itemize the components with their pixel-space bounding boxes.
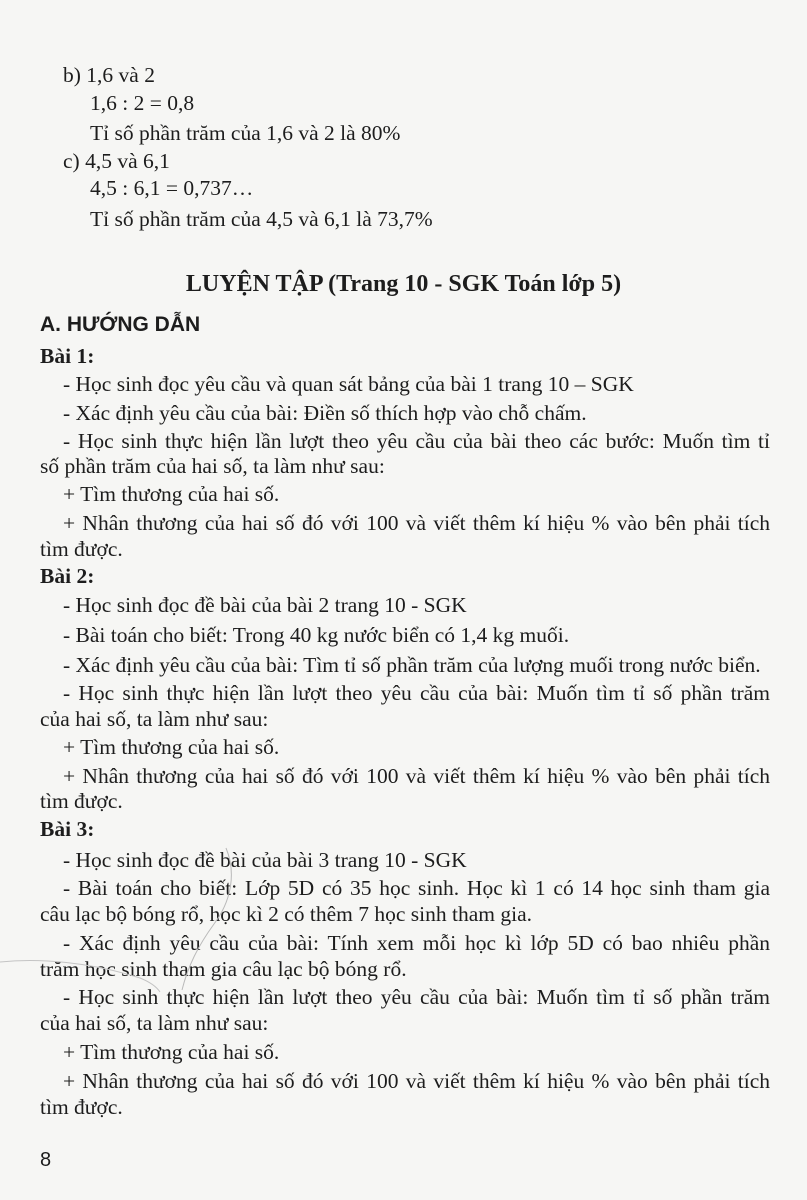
exercise-2-line: + Nhân thương của hai số đó với 100 và viết thêm kí hiệu % vào bên phải tích [63,764,770,788]
exercise-1-line: + Tìm thương của hai số. [63,482,280,506]
exercise-3-line: câu lạc bộ bóng rổ, học kì 2 có thêm 7 học sinh tham gia. [40,902,532,926]
exercise-3-line: tìm được. [40,1095,123,1119]
exercise-2-line: - Xác định yêu cầu của bài: Tìm tỉ số phần trăm của lượng muối trong nước biển. [63,653,761,677]
exercise-1-title: Bài 1: [40,344,95,368]
exercise-2-line: tìm được. [40,789,123,813]
exercise-3-line: - Xác định yêu cầu của bài: Tính xem mỗi học kì lớp 5D có bao nhiêu phần [63,931,770,955]
lesson-heading: LUYỆN TẬP (Trang 10 - SGK Toán lớp 5) [185,271,622,297]
exercise-2-line: + Tìm thương của hai số. [63,735,280,759]
exercise-3-title: Bài 3: [40,817,95,841]
exercise-2-title: Bài 2: [40,564,95,588]
section-title: A. HƯỚNG DẪN [40,313,201,336]
exercise-1-line: + Nhân thương của hai số đó với 100 và viết thêm kí hiệu % vào bên phải tích [63,511,770,535]
exercise-3-line: trăm học sinh tham gia câu lạc bộ bóng rổ. [40,957,407,981]
page-number: 8 [40,1149,52,1171]
exercise-2-line: của hai số, ta làm như sau: [40,707,269,731]
exercise-3-line: + Tìm thương của hai số. [63,1040,280,1064]
exercise-1-line: - Xác định yêu cầu của bài: Điền số thích hợp vào chỗ chấm. [63,401,587,425]
example-c-result: Tỉ số phần trăm của 4,5 và 6,1 là 73,7% [90,207,433,231]
exercise-2-line: - Học sinh đọc đề bài của bài 2 trang 10 - SGK [63,593,467,617]
exercise-3-line: - Học sinh thực hiện lần lượt theo yêu cầu của bài: Muốn tìm tỉ số phần trăm [63,985,770,1009]
exercise-1-line: - Học sinh thực hiện lần lượt theo yêu cầu của bài theo các bước: Muốn tìm tỉ [63,429,770,453]
exercise-3-line: của hai số, ta làm như sau: [40,1011,269,1035]
exercise-1-line: số phần trăm của hai số, ta làm như sau: [40,454,385,478]
example-c-calculation: 4,5 : 6,1 = 0,737… [90,176,254,200]
exercise-1-line: tìm được. [40,537,123,561]
exercise-1-line: - Học sinh đọc yêu cầu và quan sát bảng của bài 1 trang 10 – SGK [63,372,634,396]
exercise-3-line: - Học sinh đọc đề bài của bài 3 trang 10 - SGK [63,848,467,872]
example-c-label: c) 4,5 và 6,1 [63,149,170,173]
exercise-2-line: - Học sinh thực hiện lần lượt theo yêu cầu của bài: Muốn tìm tỉ số phần trăm [63,681,770,705]
example-b-result: Tỉ số phần trăm của 1,6 và 2 là 80% [90,121,401,145]
exercise-2-line: - Bài toán cho biết: Trong 40 kg nước biển có 1,4 kg muối. [63,623,570,647]
example-b-calculation: 1,6 : 2 = 0,8 [90,91,195,115]
example-b-label: b) 1,6 và 2 [63,63,155,87]
exercise-3-line: + Nhân thương của hai số đó với 100 và viết thêm kí hiệu % vào bên phải tích [63,1069,770,1093]
exercise-3-line: - Bài toán cho biết: Lớp 5D có 35 học sinh. Học kì 1 có 14 học sinh tham gia [63,876,770,900]
